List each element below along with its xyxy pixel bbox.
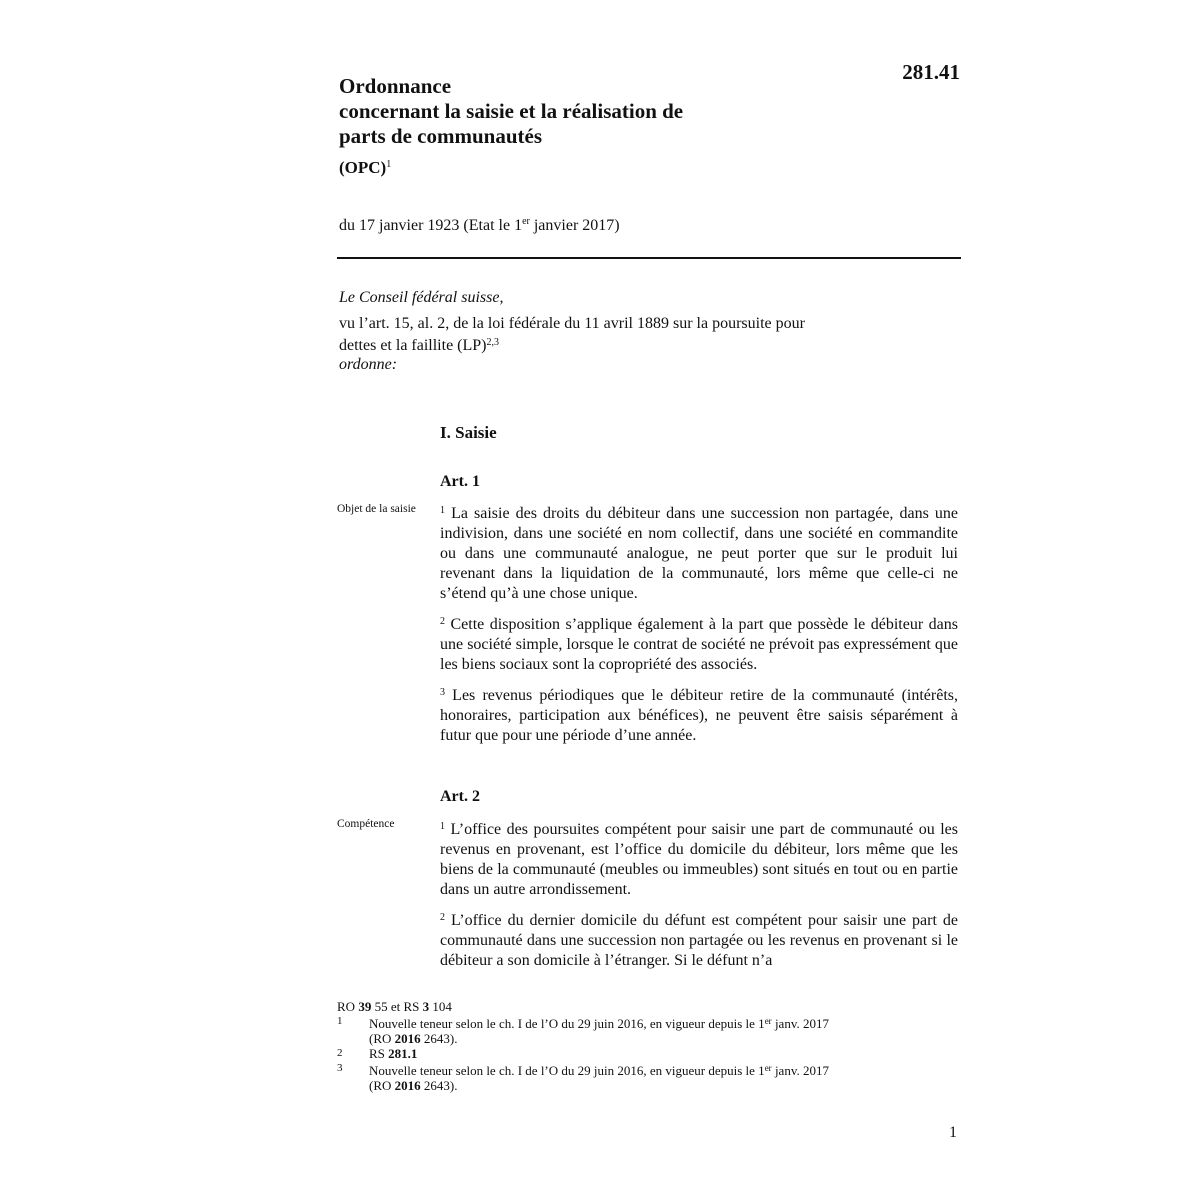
source-text: RO — [337, 999, 359, 1014]
paragraph — [440, 501, 958, 604]
paragraph — [440, 817, 958, 900]
footnote-number: 1 — [337, 1015, 343, 1027]
title-abbreviation — [339, 152, 839, 180]
title-line: concernant la saisie et la réalisation de — [339, 99, 684, 123]
source-note — [337, 999, 957, 1014]
title-line: Ordonnance — [339, 74, 452, 98]
paragraph-text: Les revenus périodiques que le débiteur retire de la communauté (intérêts, honoraires, participation aux bénéfices), ne peuvent être saisis séparément à futur que pour une période d’une année. — [440, 687, 958, 744]
article-body — [440, 501, 958, 746]
abbreviation-text: (OPC) — [339, 158, 387, 177]
footnote-text: Nouvelle teneur selon le ch. I de l’O du 29 juin 2016, en vigueur depuis le 1er janv. 2017 (RO 2016 2643). — [369, 1016, 829, 1046]
date-text: du 17 janvier 1923 (Etat le 1 — [339, 217, 523, 234]
paragraph — [440, 683, 958, 746]
footnotes — [337, 999, 957, 1093]
footnote-ref[interactable]: 2,3 — [486, 337, 499, 348]
article-title: Art. 1 — [440, 473, 480, 490]
source-text: 39 — [358, 999, 372, 1014]
paragraph — [440, 908, 958, 971]
paragraph-number: 1 — [440, 505, 445, 516]
title-line: parts de communautés — [339, 124, 542, 148]
header-divider — [337, 257, 961, 259]
footnote-ref[interactable]: 1 — [386, 159, 392, 170]
page-number: 1 — [949, 1124, 957, 1141]
paragraph-text: Cette disposition s’applique également à la part que possède le débiteur dans une société simple, lorsque le contrat de société ne prévoit pas expressément que les biens sociaux sont la copropriété des associés. — [440, 616, 958, 673]
article-title: Art. 2 — [440, 788, 480, 805]
source-text: 104 — [429, 999, 452, 1014]
paragraph — [440, 612, 958, 675]
footnote-number: 2 — [337, 1047, 343, 1059]
document-date — [339, 216, 620, 235]
article-body — [440, 817, 958, 971]
paragraph-text: La saisie des droits du débiteur dans une succession non partagée, dans une indivision, dans une société en nom collectif, dans une société en commandite ou dans une communauté analogue, ne peut porter que sur le produit lui revenant dans la liquidation de la communauté, lors même que celle-ci ne s’étend qu’à une chose unique. — [440, 505, 958, 602]
source-text: 55 et RS — [371, 999, 423, 1014]
basis-text: dettes et la faillite (LP) — [339, 337, 487, 354]
paragraph-number: 2 — [440, 912, 445, 923]
footnote — [337, 1061, 957, 1093]
paragraph-number: 2 — [440, 616, 445, 627]
section-title: I. Saisie — [440, 423, 497, 442]
sr-number: 281.41 — [902, 60, 960, 84]
source-text: 3 — [422, 999, 430, 1014]
preamble-authority: Le Conseil fédéral suisse, — [339, 289, 504, 306]
margin-note: Compétence — [337, 818, 395, 830]
footnote-text: Nouvelle teneur selon le ch. I de l’O du 29 juin 2016, en vigueur depuis le 1er janv. 2017 (RO 2016 2643). — [369, 1063, 829, 1093]
paragraph-number: 1 — [440, 821, 445, 832]
paragraph-text: L’office des poursuites compétent pour saisir une part de communauté ou les revenus en provenant, est l’office du domicile du débiteur, lors même que les biens de la communauté (meubles ou immeubles) sont situés en tout ou en partie dans un autre arrondissement. — [440, 821, 958, 898]
preamble — [339, 288, 899, 374]
preamble-decree: ordonne: — [339, 356, 398, 373]
preamble-basis-line: vu l’art. 15, al. 2, de la loi fédérale du 11 avril 1889 sur la poursuite pour — [339, 315, 805, 332]
date-text: janvier 2017) — [529, 217, 620, 234]
margin-note: Objet de la saisie — [337, 503, 416, 515]
preamble-basis-line — [339, 333, 899, 355]
footnote — [337, 1046, 957, 1061]
footnote — [337, 1014, 957, 1046]
date-sup: er — [522, 216, 530, 227]
page-title — [339, 74, 839, 180]
footnote-number: 3 — [337, 1062, 343, 1074]
paragraph-number: 3 — [440, 687, 445, 698]
footnote-text: RS 281.1 — [369, 1046, 418, 1061]
paragraph-text: L’office du dernier domicile du défunt est compétent pour saisir une part de communauté dans une succession non partagée ou les revenus en provenant si le débiteur a son domicile à l’étranger. Si le défunt n’a — [440, 912, 958, 969]
